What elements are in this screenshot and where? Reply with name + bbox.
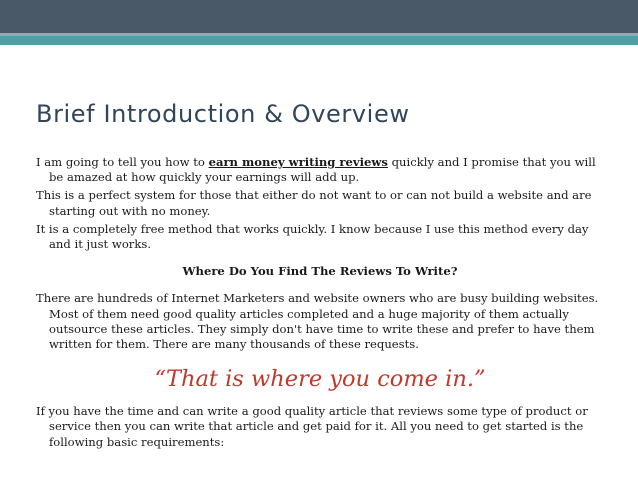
- marketers-paragraph: There are hundreds of Internet Marketers and website owners who are busy building websites. Most of them need good quality articles completed and a huge majority of them actually outsource these articles. They simply don't have time to write these and prefer to have them written for them. There are many thousands of these requests.: [36, 291, 599, 352]
- free-method-paragraph: It is a completely free method that works quickly. I know because I use this method every day and it just works.: [36, 221, 589, 252]
- intro-paragraph: [36, 155, 604, 185]
- intro-text-end: quickly and I promise that you will be amazed at how quickly your earnings will add up.: [49, 155, 596, 185]
- intro-text-start: I am going to tell you how to: [36, 155, 209, 169]
- slide-title: Brief Introduction & Overview: [36, 100, 410, 128]
- slide-body: [36, 155, 604, 453]
- top-accent-bar: [0, 36, 638, 45]
- section-heading: Where Do You Find The Reviews To Write?: [182, 264, 458, 279]
- top-banner: [0, 0, 638, 33]
- earn-money-link[interactable]: earn money writing reviews: [208, 155, 388, 169]
- pull-quote: “That is where you come in.”: [154, 366, 486, 393]
- requirements-paragraph: If you have the time and can write a good quality article that reviews some type of product or service then you can write that article and get paid for it. All you need to get started is the following basic requirements:: [36, 404, 588, 449]
- system-paragraph: This is a perfect system for those that either do not want to or can not build a website and are starting out with no money.: [36, 188, 592, 218]
